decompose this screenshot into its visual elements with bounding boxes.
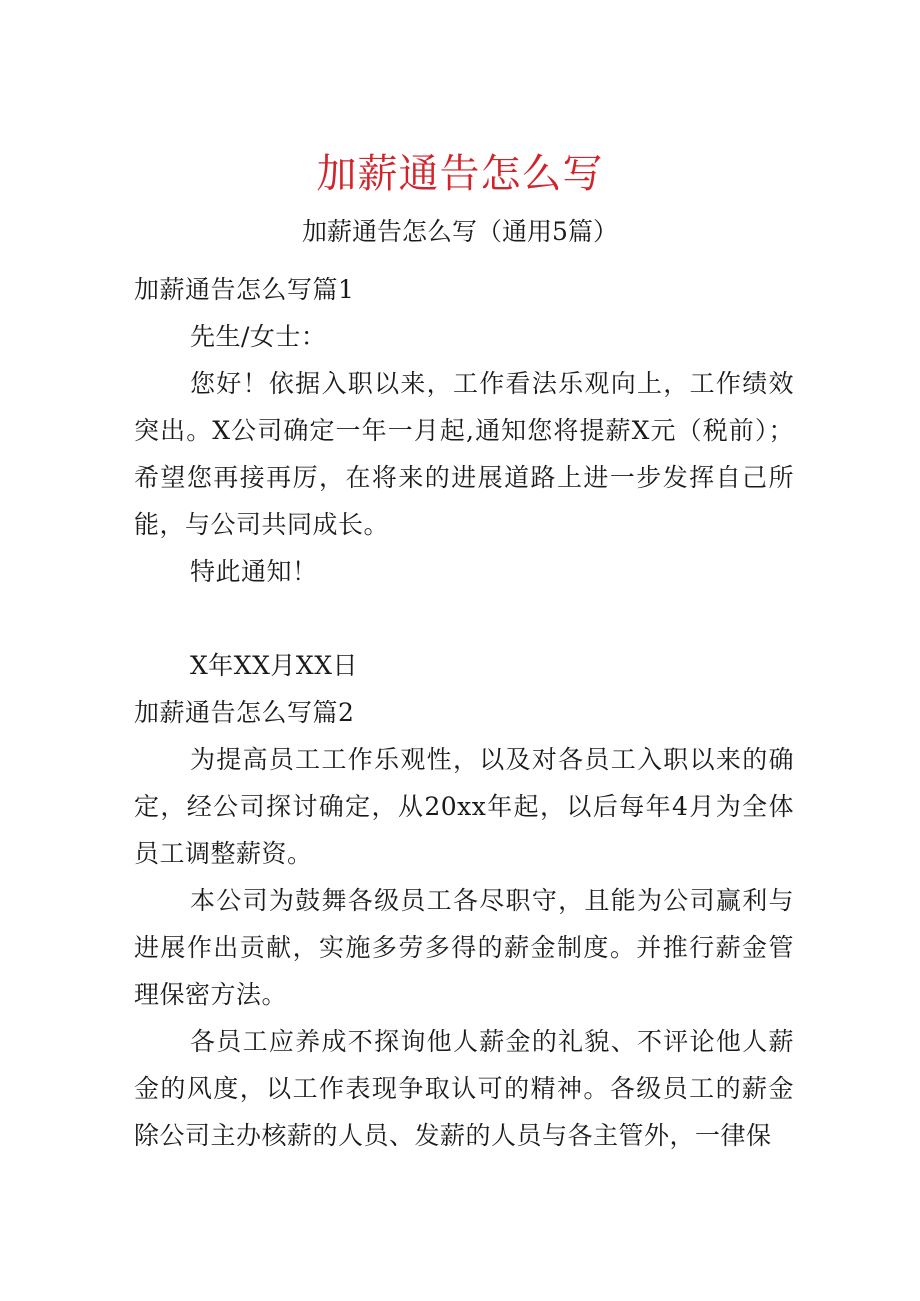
document-subtitle: 加薪通告怎么写（通用5篇） — [302, 217, 618, 246]
body-paragraph: 您好！依据入职以来，工作看法乐观向上，工作绩效突出。X公司确定一年一月起,通知您将提薪X元（税前）；希望您再接再厉，在将来的进展道路上进一步发挥自己所能，与公司共同成长。 — [134, 369, 794, 539]
blank-line — [134, 595, 794, 642]
document-title: 加薪通告怎么写 — [316, 151, 604, 197]
section-heading: 加薪通告怎么写篇2 — [134, 698, 355, 727]
salutation: 先生/女士： — [190, 322, 327, 351]
document-body — [134, 266, 794, 1159]
section-heading: 加薪通告怎么写篇1 — [134, 275, 355, 304]
date-line: X年XX月XX日 — [190, 651, 358, 680]
body-paragraph: 本公司为鼓舞各级员工各尽职守，且能为公司赢利与进展作出贡献，实施多劳多得的薪金制度。并推行薪金管理保密方法。 — [134, 886, 794, 1009]
body-paragraph: 为提高员工工作乐观性，以及对各员工入职以来的确定，经公司探讨确定，从20xx年起，以后每年4月为全体员工调整薪资。 — [134, 745, 794, 868]
body-paragraph: 各员工应养成不探询他人薪金的礼貌、不评论他人薪金的风度，以工作表现争取认可的精神。各级员工的薪金除公司主办核薪的人员、发薪的人员与各主管外，一律保 — [134, 1027, 794, 1150]
closing-line: 特此通知！ — [190, 557, 318, 586]
